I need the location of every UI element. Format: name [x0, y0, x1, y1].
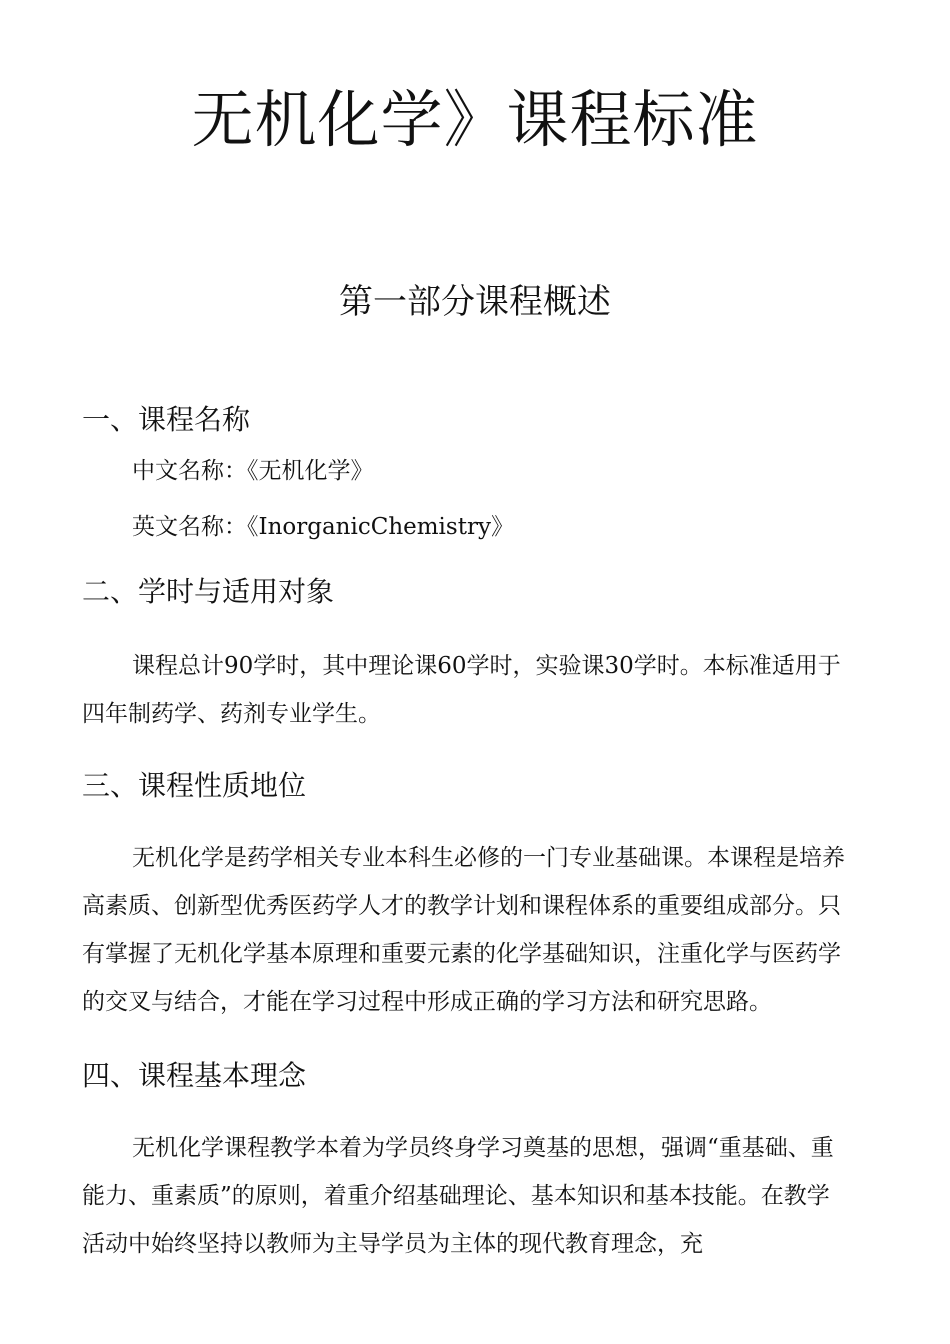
chinese-name-line: 中文名称：《无机化学》	[132, 458, 374, 484]
section-paragraph: 无机化学是药学相关专业本科生必修的一门专业基础课。本课程是培养高素质、创新型优秀医药学人才的教学计划和课程体系的重要组成部分。只有掌握了无机化学基本原理和重要元素的化学基础知识，注重化学与医药学的交叉与结合，才能在学习过程中形成正确的学习方法和研究思路。	[82, 845, 845, 1015]
section-hours	[82, 570, 872, 738]
section-heading: 二、学时与适用对象	[82, 575, 335, 608]
english-name-line: 英文名称：《InorganicChemistry》	[132, 514, 514, 540]
section-heading: 一、课程名称	[82, 403, 251, 436]
section-heading: 三、课程性质地位	[82, 769, 307, 802]
section-course-name	[82, 398, 872, 542]
document-title: 无机化学》课程标准	[191, 83, 759, 156]
section-nature	[82, 764, 872, 1026]
section-philosophy	[82, 1054, 872, 1268]
section-paragraph: 课程总计90学时，其中理论课60学时，实验课30学时。本标准适用于四年制药学、药剂专业学生。	[82, 653, 841, 727]
section-paragraph: 无机化学课程教学本着为学员终身学习奠基的思想，强调“重基础、重能力、重素质”的原则，着重介绍基础理论、基本知识和基本技能。在教学活动中始终坚持以教师为主导学员为主体的现代教育理念，充	[82, 1135, 834, 1257]
part-title: 第一部分课程概述	[339, 282, 611, 322]
document-body	[82, 398, 872, 1268]
section-heading: 四、课程基本理念	[82, 1059, 307, 1092]
